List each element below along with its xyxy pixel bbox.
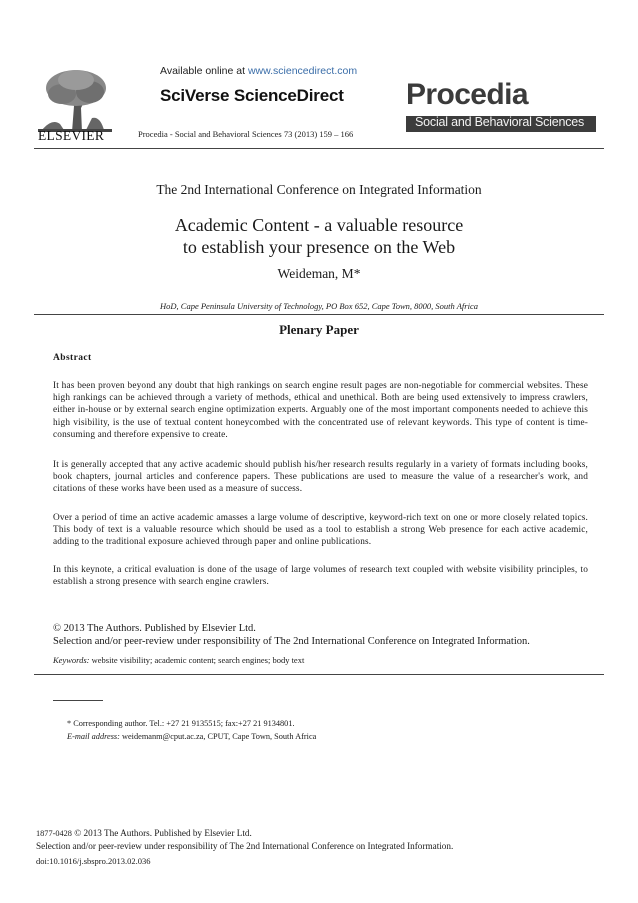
footer-copyright-text: © 2013 The Authors. Published by Elsevier Ltd. bbox=[71, 828, 252, 838]
keywords-line bbox=[53, 655, 304, 665]
publisher-name: ELSEVIER bbox=[38, 128, 105, 143]
issn: 1877-0428 bbox=[36, 829, 72, 838]
keywords-text: website visibility; academic content; search engines; body text bbox=[89, 655, 305, 665]
procedia-brand-logo bbox=[406, 78, 596, 132]
email-note bbox=[67, 730, 316, 743]
brand-subtitle: Social and Behavioral Sciences bbox=[415, 115, 585, 129]
peer-review-line: Selection and/or peer-review under responsibility of The 2nd International Conference on Integrated Information. bbox=[53, 636, 530, 647]
abstract-paragraph: It is generally accepted that any active academic should publish his/her research results regularly in a variety of formats including books, book chapters, journal articles and conference papers. These publications are used to measure the value of a researcher's work, and citations of these works have been used as a measure of success. bbox=[53, 460, 588, 495]
corresponding-author-note: * Corresponding author. Tel.: +27 21 9135515; fax:+27 21 9134801. bbox=[67, 719, 295, 728]
author-affiliation: HoD, Cape Peninsula University of Technology, PO Box 652, Cape Town, 8000, South Africa bbox=[160, 301, 478, 311]
copyright-notice bbox=[53, 622, 530, 648]
footnote-rule bbox=[53, 700, 103, 701]
keywords-label: Keywords: bbox=[53, 655, 90, 665]
abstract-paragraph: Over a period of time an active academic amasses a large volume of descriptive, keyword-rich text on one or more closely related topics. This body of text is a valuable resource which should be used as a tool to establish a strong Web presence for each active academic, adding to the traditional exposure achieved through paper and online publications. bbox=[53, 513, 588, 548]
footer-selection: Selection and/or peer-review under responsibility of The 2nd International Conference on Integrated Information. bbox=[36, 841, 454, 851]
conference-name: The 2nd International Conference on Integrated Information bbox=[156, 182, 482, 197]
availability-line bbox=[160, 65, 357, 77]
email-label: E-mail address: bbox=[67, 732, 120, 741]
doi[interactable]: doi:10.1016/j.sbspro.2013.02.036 bbox=[36, 856, 151, 866]
paper-type: Plenary Paper bbox=[279, 322, 359, 337]
title-line-1: Academic Content - a valuable resource bbox=[174, 215, 464, 235]
platform-logo: SciVerse ScienceDirect bbox=[160, 86, 344, 105]
journal-citation: Procedia - Social and Behavioral Sciences 73 (2013) 159 – 166 bbox=[138, 129, 354, 139]
available-prefix: Available online at bbox=[160, 65, 248, 77]
header-divider bbox=[34, 148, 604, 149]
abstract-heading: Abstract bbox=[53, 353, 92, 363]
copyright-line: © 2013 The Authors. Published by Elsevier Ltd. bbox=[53, 623, 256, 634]
abstract-paragraph: In this keynote, a critical evaluation is done of the usage of large volumes of research text coupled with website visibility principles, to establish a strong presence with search engine crawlers. bbox=[53, 565, 588, 588]
brand-name: Procedia bbox=[406, 78, 528, 111]
affiliation-divider bbox=[34, 314, 604, 315]
paper-title bbox=[0, 214, 638, 258]
title-line-2: to establish your presence on the Web bbox=[182, 237, 456, 257]
abstract-paragraph: It has been proven beyond any doubt that high rankings on search engine result pages are non-negotiable for commercial websites. These high rankings can be achieved through a variety of methods, ethical and unethical. Both are being used extensively to impress crawlers, either in-house or by external search engine optimization experts. Arguably one of the most important components needed to achieve this high visibility, is the use of textual content honeycombed with the concentrated use of relevant keywords. This type of content is time-consuming and therefore expensive to create. bbox=[53, 381, 588, 440]
author-name: Weideman, M* bbox=[277, 266, 361, 281]
sciencedirect-link[interactable]: www.sciencedirect.com bbox=[247, 65, 358, 77]
footer-copyright bbox=[36, 827, 252, 840]
email-text: weidemanm@cput.ac.za, CPUT, Cape Town, South Africa bbox=[119, 732, 317, 741]
elsevier-tree-logo bbox=[38, 66, 112, 132]
keywords-divider bbox=[34, 674, 604, 675]
